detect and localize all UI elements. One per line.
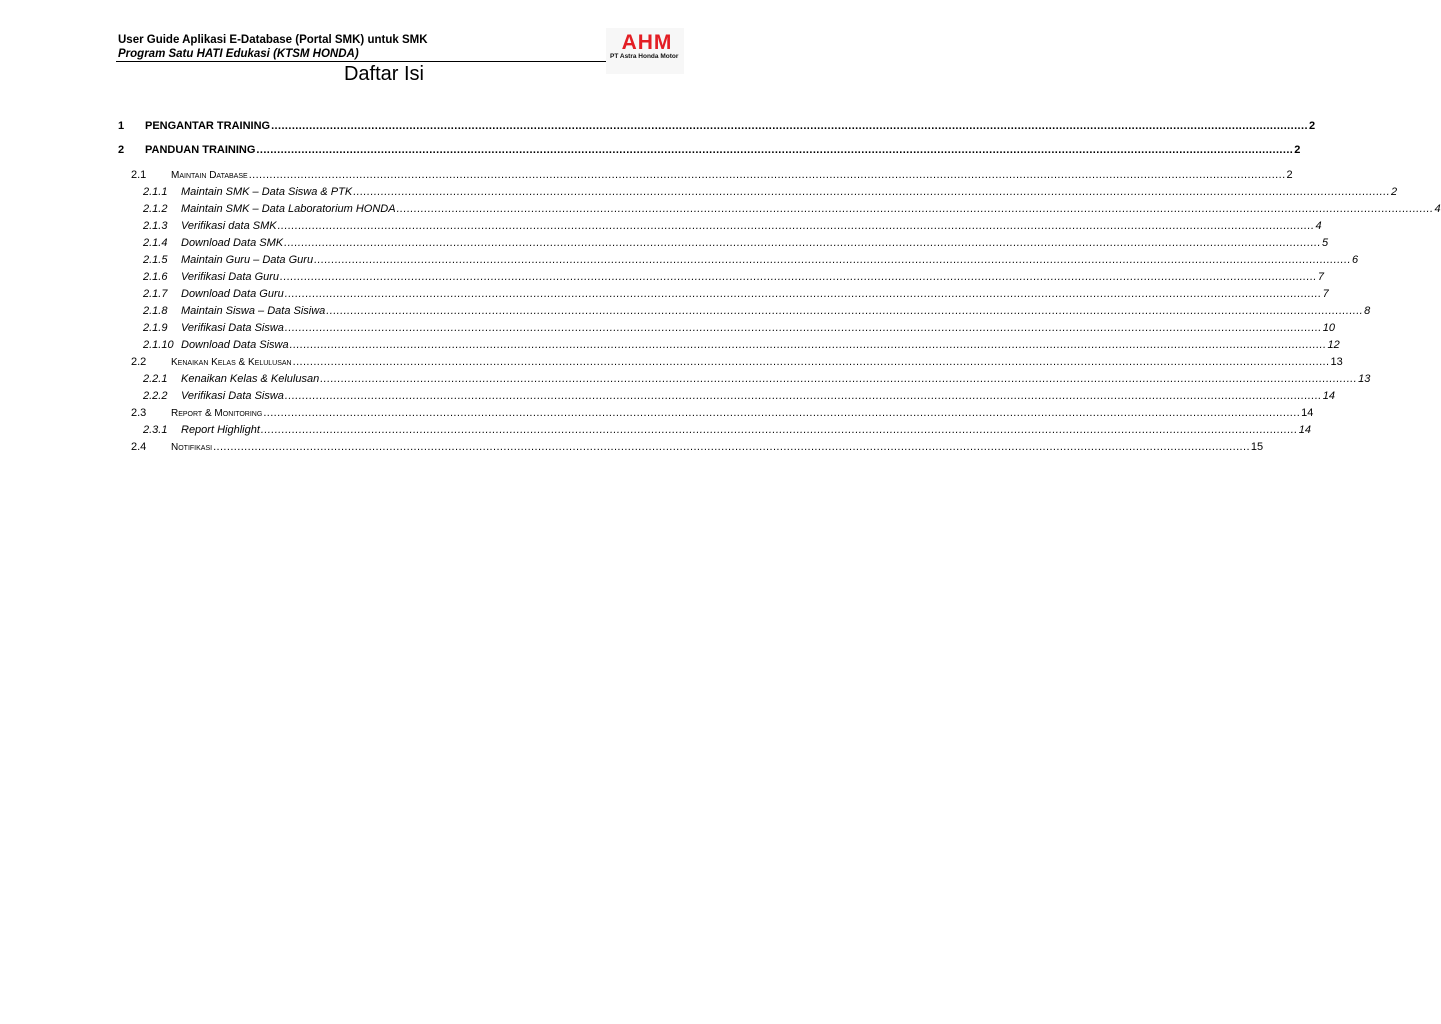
header-subtitle: Program Satu HATI Edukasi (KTSM HONDA) bbox=[118, 48, 359, 60]
toc-dot-leader: ............................................................................................................................................................................................................................................................................................................ bbox=[260, 424, 1298, 436]
toc-entry-number: 2.1.8 bbox=[143, 305, 168, 317]
toc-entry-label: Maintain Siswa – Data Sisiwa bbox=[181, 305, 326, 317]
toc-entry-page: 7 bbox=[1317, 271, 1325, 283]
toc-entry[interactable] bbox=[143, 284, 1329, 300]
toc-entry-number: 2.4 bbox=[131, 441, 147, 453]
toc-entry[interactable] bbox=[143, 386, 1336, 402]
toc-entry[interactable] bbox=[143, 420, 1311, 436]
toc-dot-leader: ............................................................................................................................................................................................................................................................................................................ bbox=[320, 373, 1358, 385]
toc-entry-page: 12 bbox=[1327, 339, 1340, 351]
toc-entry-number: 2.1.3 bbox=[143, 220, 168, 232]
toc-entry-label: Kenaikan Kelas & Kelulusan bbox=[181, 373, 320, 385]
toc-entry-label: Maintain SMK – Data Siswa & PTK bbox=[181, 186, 353, 198]
toc-entry[interactable] bbox=[118, 140, 1301, 156]
toc-entry-page: 14 bbox=[1301, 407, 1314, 419]
toc-entry-number: 2.3 bbox=[131, 407, 147, 419]
toc-entry-page: 2 bbox=[1308, 120, 1316, 132]
toc-dot-leader: ............................................................................................................................................................................................................................................................................................................ bbox=[284, 237, 1321, 249]
toc-dot-leader: ............................................................................................................................................................................................................................................................................................................ bbox=[314, 254, 1351, 266]
toc-entry-page: 6 bbox=[1351, 254, 1359, 266]
toc-entry-label: PENGANTAR TRAINING bbox=[145, 120, 271, 132]
toc-dot-leader: ............................................................................................................................................................................................................................................................................................................ bbox=[284, 322, 1322, 334]
toc-dot-leader: ............................................................................................................................................................................................................................................................................................................ bbox=[248, 169, 1286, 181]
toc-entry[interactable] bbox=[143, 335, 1340, 351]
toc-entry-number: 2.2 bbox=[131, 356, 147, 368]
toc-dot-leader: ............................................................................................................................................................................................................................................................................................................ bbox=[277, 220, 1315, 232]
toc-dot-leader: ............................................................................................................................................................................................................................................................................................................ bbox=[289, 339, 1327, 351]
toc-entry-number: 2.1.2 bbox=[143, 203, 168, 215]
toc-dot-leader: ............................................................................................................................................................................................................................................................................................................ bbox=[271, 120, 1308, 132]
toc-entry-label: Maintain SMK – Data Laboratorium HONDA bbox=[181, 203, 396, 215]
toc-entry-page: 10 bbox=[1322, 322, 1336, 334]
toc-dot-leader: ............................................................................................................................................................................................................................................................................................................ bbox=[256, 144, 1294, 156]
toc-entry[interactable] bbox=[143, 301, 1371, 317]
toc-entry-page: 4 bbox=[1315, 220, 1322, 232]
toc-entry-number: 2.1.6 bbox=[143, 271, 168, 283]
toc-entry-page: 14 bbox=[1322, 390, 1336, 402]
toc-entry[interactable] bbox=[143, 182, 1398, 198]
toc-entry-label: Report & Monitoring bbox=[171, 408, 263, 419]
toc-entry-label: Report Highlight bbox=[181, 424, 260, 436]
toc-entry[interactable] bbox=[118, 116, 1316, 132]
toc-entry-label: Maintain Guru – Data Guru bbox=[181, 254, 314, 266]
toc-entry-page: 4 bbox=[1434, 203, 1441, 215]
logo-subtext: PT Astra Honda Motor bbox=[610, 53, 679, 60]
toc-entry[interactable] bbox=[143, 250, 1359, 266]
toc-dot-leader: ............................................................................................................................................................................................................................................................................................................ bbox=[353, 186, 1391, 198]
document-header bbox=[118, 33, 606, 61]
toc-entry-page: 7 bbox=[1322, 288, 1329, 300]
toc-dot-leader: ............................................................................................................................................................................................................................................................................................................ bbox=[213, 441, 1250, 453]
toc-dot-leader: ............................................................................................................................................................................................................................................................................................................ bbox=[292, 356, 1330, 368]
toc-entry-label: Notifikasi bbox=[171, 442, 213, 453]
toc-entry-label: Download Data Siswa bbox=[181, 339, 289, 351]
toc-entry-number: 1 bbox=[118, 120, 125, 132]
toc-entry-label: Verifikasi Data Siswa bbox=[181, 390, 284, 402]
toc-entry-number: 2.1 bbox=[131, 169, 147, 181]
toc-entry-page: 15 bbox=[1250, 441, 1264, 453]
toc-entry[interactable] bbox=[131, 165, 1293, 181]
toc-entry[interactable] bbox=[131, 352, 1343, 368]
toc-entry-page: 5 bbox=[1321, 237, 1329, 249]
toc-entry-number: 2.1.9 bbox=[143, 322, 168, 334]
toc-dot-leader: ............................................................................................................................................................................................................................................................................................................ bbox=[284, 390, 1322, 402]
toc-entry-number: 2.1.1 bbox=[143, 186, 168, 198]
toc-entry-number: 2 bbox=[118, 144, 125, 156]
toc-entry-number: 2.1.7 bbox=[143, 288, 168, 300]
toc-entry-label: Maintain Database bbox=[171, 170, 248, 181]
toc-entry-label: PANDUAN TRAINING bbox=[145, 144, 256, 156]
toc-entry-page: 2 bbox=[1286, 169, 1293, 181]
toc-entry-number: 2.2.2 bbox=[143, 390, 168, 402]
toc-entry-label: Download Data Guru bbox=[181, 288, 284, 300]
header-title: User Guide Aplikasi E-Database (Portal SMK) untuk SMK bbox=[118, 34, 428, 46]
page-title: Daftar Isi bbox=[343, 63, 425, 85]
ahm-logo-icon bbox=[614, 32, 680, 52]
toc-entry-page: 2 bbox=[1391, 186, 1398, 198]
toc-entry[interactable] bbox=[143, 318, 1336, 334]
toc-entry-page: 2 bbox=[1294, 144, 1301, 156]
toc-dot-leader: ............................................................................................................................................................................................................................................................................................................ bbox=[284, 288, 1322, 300]
toc-entry-number: 2.2.1 bbox=[143, 373, 168, 385]
toc-entry-label: Verifikasi data SMK bbox=[181, 220, 277, 232]
toc-entry-page: 8 bbox=[1364, 305, 1371, 317]
toc-entry[interactable] bbox=[143, 369, 1371, 385]
toc-dot-leader: ............................................................................................................................................................................................................................................................................................................ bbox=[326, 305, 1364, 317]
toc-entry[interactable] bbox=[143, 199, 1441, 215]
toc-entry-label: Verifikasi Data Guru bbox=[181, 271, 280, 283]
toc-entry[interactable] bbox=[131, 403, 1314, 419]
toc-entry[interactable] bbox=[131, 437, 1264, 453]
svg-text:AHM: AHM bbox=[621, 31, 673, 54]
toc-entry-number: 2.1.5 bbox=[143, 254, 168, 266]
toc-entry-number: 2.1.10 bbox=[143, 339, 174, 351]
toc-dot-leader: ............................................................................................................................................................................................................................................................................................................ bbox=[396, 203, 1434, 215]
toc-entry-page: 13 bbox=[1358, 373, 1371, 385]
toc-entry-label: Verifikasi Data Siswa bbox=[181, 322, 284, 334]
toc-entry-label: Kenaikan Kelas & Kelulusan bbox=[171, 357, 292, 368]
toc-dot-leader: ............................................................................................................................................................................................................................................................................................................ bbox=[263, 407, 1301, 419]
toc-entry-number: 2.1.4 bbox=[143, 237, 168, 249]
toc-entry-number: 2.3.1 bbox=[143, 424, 168, 436]
toc-entry[interactable] bbox=[143, 233, 1329, 249]
toc-entry-page: 13 bbox=[1330, 356, 1343, 368]
toc-dot-leader: ............................................................................................................................................................................................................................................................................................................ bbox=[280, 271, 1317, 283]
toc-entry[interactable] bbox=[143, 267, 1325, 283]
toc-entry-page: 14 bbox=[1298, 424, 1311, 436]
toc-entry-label: Download Data SMK bbox=[181, 237, 284, 249]
toc-entry[interactable] bbox=[143, 216, 1322, 232]
